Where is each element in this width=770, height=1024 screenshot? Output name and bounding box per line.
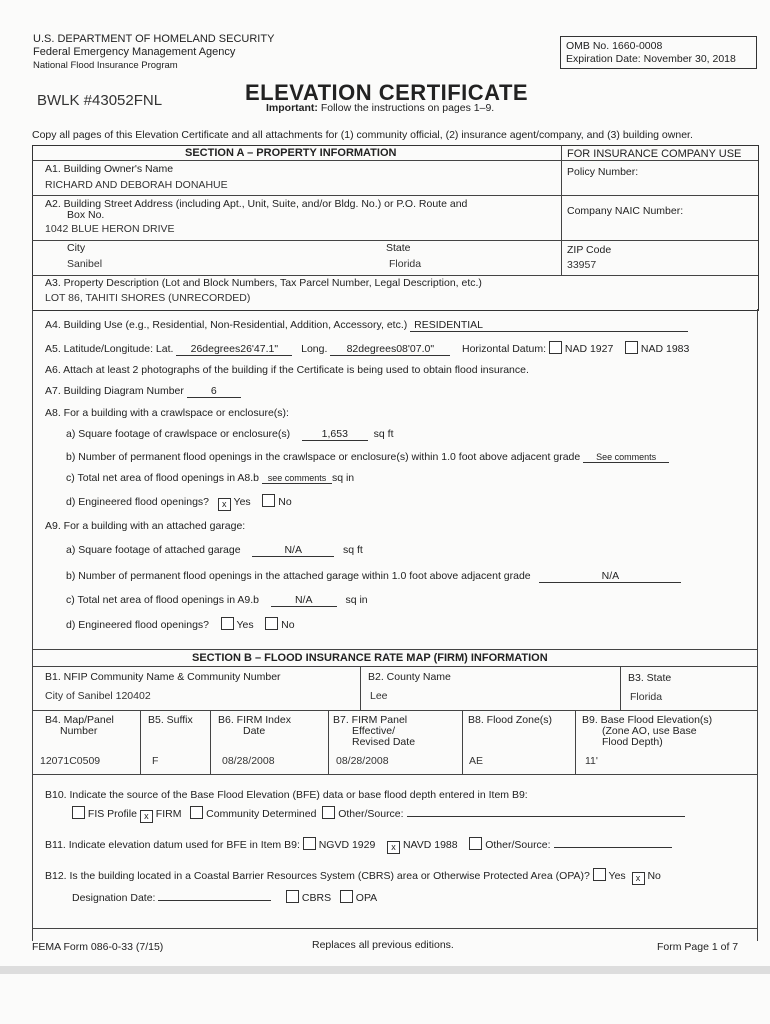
a8d-label: d) Engineered flood openings? [66,496,210,508]
b3-state: Florida [630,691,663,703]
b11-navd-checkbox[interactable]: x [387,841,400,854]
b10-community-label: Community Determined [206,808,317,820]
copy-instructions: Copy all pages of this Elevation Certificate and all attachments for (1) community official, (2) insurance agent/company, and (3) building owner. [32,129,693,141]
a5-latitude: 26degrees26'47.1" [176,343,292,356]
b12-yes-label: Yes [608,870,626,882]
b9-label-line3: Flood Depth) [602,736,663,748]
b11-ngvd-checkbox[interactable] [303,837,316,850]
b9-label-line2: (Zone AO, use Base [602,725,697,737]
a8a-label: a) Square footage of crawlspace or enclosure(s) [66,428,291,440]
b11-other-checkbox[interactable] [469,837,482,850]
a2-label-line2: Box No. [67,209,105,221]
a9d-yes-label: Yes [236,619,254,631]
b7-label-line2: Effective/ [352,725,395,737]
b11-label: B11. Indicate elevation datum used for BFE in Item B9: [45,839,300,851]
scan-edge-shadow [0,966,770,974]
a4-row [45,319,688,332]
b5-suffix: F [152,755,159,767]
b10-fis-checkbox[interactable] [72,806,85,819]
b8-flood-zone: AE [469,755,484,767]
b11-navd-label: NAVD 1988 [402,839,458,851]
agency-name: Federal Emergency Management Agency [33,46,236,58]
bwlk-number: BWLK #43052FNL [37,92,163,109]
program-name: National Flood Insurance Program [33,60,178,71]
a8-label: A8. For a building with a crawlspace or enclosure(s): [45,407,289,419]
a8a-crawlspace-sqft: 1,653 [302,428,368,441]
a2-label-line1: A2. Building Street Address (including Apt., Unit, Suite, and/or Bldg. No.) or P.O. Route and [45,198,468,210]
a7-row [45,385,241,398]
b10-other-checkbox[interactable] [322,806,335,819]
a1-owner-name: RICHARD AND DEBORAH DONAHUE [45,179,228,191]
certificate-title: ELEVATION CERTIFICATE [245,80,529,105]
section-a-title: SECTION A – PROPERTY INFORMATION [185,147,397,159]
a9c-sqin-unit: sq in [345,594,368,606]
b12-no-label: No [647,870,661,882]
a9b-label: b) Number of permanent flood openings in the attached garage within 1.0 foot above adjacent grade [66,570,531,582]
omb-number: OMB No. 1660-0008 [566,40,663,52]
a9c-net-area: N/A [271,594,337,607]
a9d-row [66,617,295,631]
b6-firm-index-date: 08/28/2008 [222,755,275,767]
a3-property-description: LOT 86, TAHITI SHORES (UNRECORDED) [45,292,251,304]
b12-row [45,868,661,885]
company-naic-label: Company NAIC Number: [567,205,684,217]
a9b-flood-openings: N/A [539,570,681,583]
a9-label: A9. For a building with an attached garage: [45,520,246,532]
opa-checkbox[interactable] [340,890,353,903]
b10-label: B10. Indicate the source of the Base Flood Elevation (BFE) data or base flood depth entered in Item B9: [45,789,528,801]
cbrs-label: CBRS [301,892,332,904]
city-value: Sanibel [67,258,103,270]
b3-label: B3. State [628,672,672,684]
nad1983-checkbox[interactable] [625,341,638,354]
zip-label: ZIP Code [567,244,612,256]
state-label: State [386,242,411,254]
a5-row [45,341,689,356]
b7-label-line3: Revised Date [352,736,416,748]
a9d-no-label: No [281,619,295,631]
opa-label: OPA [355,892,378,904]
a8d-yes-checkbox[interactable]: x [218,498,231,511]
a8c-net-area: see comments [262,473,332,484]
b11-other-label: Other/Source: [485,839,551,851]
dept-name: U.S. DEPARTMENT OF HOMELAND SECURITY [33,33,275,45]
a4-label: A4. Building Use (e.g., Residential, Non-Residential, Addition, Accessory, etc.) [45,319,408,331]
b8-label: B8. Flood Zone(s) [468,714,553,726]
a8d-yes-label: Yes [233,496,251,508]
expiration-date: Expiration Date: November 30, 2018 [566,53,736,65]
b6-label-line2: Date [243,725,266,737]
a4-building-use: RESIDENTIAL [410,319,688,332]
b11-other-field[interactable] [554,847,672,848]
a3-label: A3. Property Description (Lot and Block Numbers, Tax Parcel Number, Legal Description, etc.) [45,277,482,289]
b10-options [72,806,685,823]
b10-other-label: Other/Source: [338,808,404,820]
a8b-label: b) Number of permanent flood openings in the crawlspace or enclosure(s) within 1.0 foot above adjacent grade [66,451,581,463]
a9a-label: a) Square footage of attached garage [66,544,241,556]
important-text: Follow the instructions on pages 1–9. [320,102,495,114]
important-note [266,102,494,114]
b2-label: B2. County Name [368,671,451,683]
a9d-label: d) Engineered flood openings? [66,619,210,631]
a9c-label: c) Total net area of flood openings in A9.b [66,594,260,606]
b10-firm-checkbox[interactable]: x [140,810,153,823]
nad1983-label: NAD 1983 [640,343,690,355]
policy-number-label: Policy Number: [567,166,639,178]
page-number: Form Page 1 of 7 [657,941,739,953]
a8c-label: c) Total net area of flood openings in A8.b [66,472,260,484]
a9a-sqft-unit: sq ft [343,544,363,556]
a8a-row [66,428,393,441]
a8d-row [66,494,292,511]
b1-community: City of Sanibel 120402 [45,690,151,702]
a9a-row [66,544,363,557]
b2-county: Lee [370,690,388,702]
b7-label-line1: B7. FIRM Panel [333,714,408,726]
b10-community-checkbox[interactable] [190,806,203,819]
a5-longitude: 82degrees08'07.0" [330,343,450,356]
b11-row [45,837,672,854]
a9a-garage-sqft: N/A [252,544,334,557]
b9-base-flood-elevation: 11' [585,755,598,767]
nad1927-label: NAD 1927 [564,343,614,355]
state-value: Florida [389,258,422,270]
b6-label-line1: B6. FIRM Index [218,714,291,726]
a5-long-label: Long. [301,343,328,355]
a5-datum-label: Horizontal Datum: [462,343,547,355]
a9b-row [66,570,681,583]
omb-box [560,36,757,69]
a8b-row [66,451,669,463]
a9c-row [66,594,368,607]
b4-label-line2: Number [60,725,98,737]
a8b-flood-openings: See comments [583,452,669,463]
a8d-no-checkbox[interactable] [262,494,275,507]
nad1927-checkbox[interactable] [549,341,562,354]
a6-label: A6. Attach at least 2 photographs of the building if the Certificate is being used to obtain flood insurance. [45,364,529,376]
b10-fis-label: FIS Profile [87,808,137,820]
a7-diagram-number: 6 [187,385,241,398]
designation-date-label: Designation Date: [72,892,156,904]
a8c-sqin-unit: sq in [331,472,355,484]
b4-label-line1: B4. Map/Panel [45,714,114,726]
a8d-no-label: No [278,496,292,508]
city-label: City [67,242,86,254]
important-label: Important: [266,102,318,114]
insurance-use-heading: FOR INSURANCE COMPANY USE [567,148,742,160]
form-number: FEMA Form 086-0-33 (7/15) [32,941,164,953]
b12-label: B12. Is the building located in a Coastal Barrier Resources System (CBRS) area or Otherwise Protected Area (OPA)? [45,870,590,882]
cbrs-checkbox[interactable] [286,890,299,903]
a1-label: A1. Building Owner's Name [45,163,174,175]
a5-label: A5. Latitude/Longitude: Lat. [45,343,174,355]
b7-firm-panel-date: 08/28/2008 [336,755,389,767]
a2-street-address: 1042 BLUE HERON DRIVE [45,223,175,235]
b10-other-field[interactable] [407,816,685,817]
replaces-note: Replaces all previous editions. [312,939,454,951]
b5-label: B5. Suffix [148,714,193,726]
b11-ngvd-label: NGVD 1929 [318,839,376,851]
b10-firm-label: FIRM [155,808,182,820]
b1-label: B1. NFIP Community Name & Community Number [45,671,281,683]
zip-value: 33957 [567,259,597,271]
a8c-row [66,472,354,484]
b4-map-panel-number: 12071C0509 [40,755,101,767]
section-b-title: SECTION B – FLOOD INSURANCE RATE MAP (FIRM) INFORMATION [192,652,548,664]
a7-label: A7. Building Diagram Number [45,385,184,397]
a9d-no-checkbox[interactable] [265,617,278,630]
b12-designation-row [72,890,377,904]
b12-yes-checkbox[interactable] [593,868,606,881]
designation-date-field[interactable] [158,900,271,901]
b9-label-line1: B9. Base Flood Elevation(s) [582,714,713,726]
b12-no-checkbox[interactable]: x [632,872,645,885]
a9d-yes-checkbox[interactable] [221,617,234,630]
a8a-sqft-unit: sq ft [373,428,394,440]
